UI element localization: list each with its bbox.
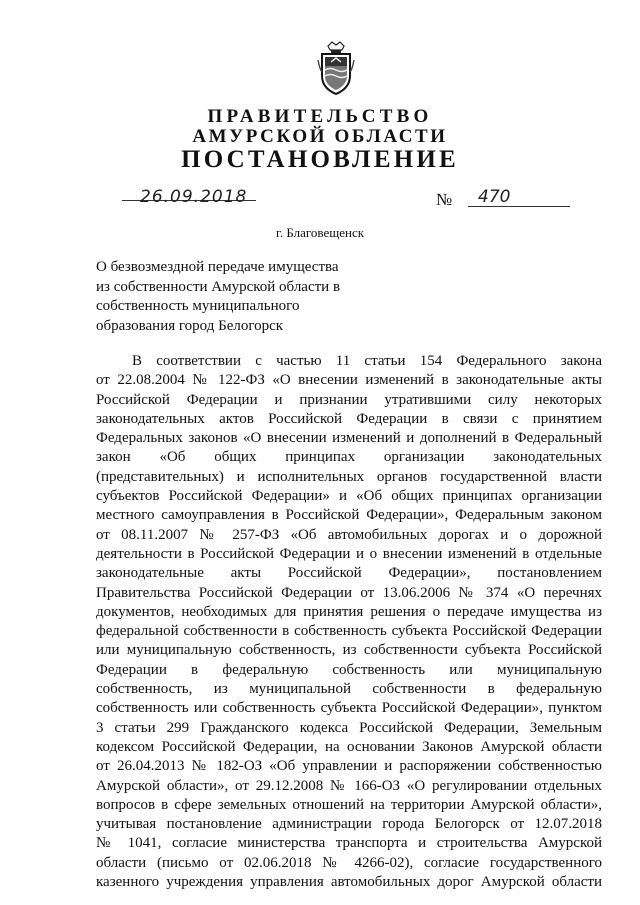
government-title: ПРАВИТЕЛЬСТВО [207, 106, 433, 127]
body-line: Федерации в федеральную собственность или муниципальную [96, 661, 602, 678]
body-line: субъектов Российской Федерации» и «Об общих принципах организации [96, 488, 602, 505]
body-line: законодательных актов Российской Федерации в связи с принятием [96, 410, 602, 427]
region-title: АМУРСКОЙ ОБЛАСТИ [192, 126, 448, 147]
city: г. Благовещенск [275, 225, 365, 240]
body-line: области (письмо от 02.06.2018 № 4266-02), согласие государственного [96, 854, 602, 871]
body-line: Правительства Российской Федерации от 13.06.2006 № 374 «О перечнях [96, 584, 602, 601]
document-date: 26.09.2018 [140, 187, 248, 207]
body-line: местного самоуправления в Российской Федерации», Федеральным законом [96, 507, 602, 524]
subject-line: собственность муниципального [96, 298, 300, 314]
subject-line: О безвозмездной передаче имущества [96, 259, 339, 275]
coat-of-arms-icon [316, 40, 356, 96]
body-line: кодексом Российской Федерации, на основании Законов Амурской области [96, 738, 602, 755]
document-body [96, 352, 602, 892]
body-line: законодательные акты Российской Федерации», постановлением [96, 565, 602, 582]
body-line: от 26.04.2013 № 182-ОЗ «Об управлении и распоряжении собственностью [96, 758, 602, 775]
body-line: (представительных) и исполнительных органов государственной власти [96, 468, 602, 485]
document-subject [96, 258, 376, 336]
body-line: собственность или собственность субъекта Российской Федерации», пунктом [96, 700, 602, 717]
body-line: казенного учреждения управления автомобильных дорог Амурской области [96, 874, 602, 891]
document-number: 470 [478, 187, 511, 207]
subject-line: образования город Белогорск [96, 317, 284, 334]
body-line: Российской Федерации и признании утратившими силу некоторых [96, 391, 602, 408]
number-sign: № [436, 190, 453, 209]
body-line: собственность, из муниципальной собственности в федеральную [96, 681, 602, 698]
body-line: вопросов в сфере земельных отношений на территории Амурской области», [96, 796, 602, 813]
body-line: Федеральных законов «О внесении изменений и дополнений в Федеральный [96, 430, 602, 447]
body-line: учитывая постановление администрации города Белогорск от 12.07.2018 [96, 816, 602, 833]
body-line: от 08.11.2007 № 257-ФЗ «Об автомобильных дорогах и о дорожной [96, 526, 602, 543]
body-line: Амурской области», от 29.12.2008 № 166-ОЗ «О регулировании отдельных [96, 777, 602, 794]
body-line: документов, необходимых для принятия решения о передаче имущества из [96, 603, 602, 620]
body-line: № 1041, согласие министерства транспорта и строительства Амурской [96, 835, 602, 852]
body-line: В соответствии с частью 11 статьи 154 Федерального закона [132, 353, 602, 369]
body-line: 3 статьи 299 Гражданского кодекса Российской Федерации, Земельным [96, 719, 602, 736]
body-line: или муниципальную собственность, из собственности субъекта Российской [96, 642, 602, 659]
subject-line: из собственности Амурской области в [96, 278, 341, 295]
body-line: от 22.08.2004 № 122-ФЗ «О внесении изменений в законодательные акты [96, 372, 602, 389]
body-line: закон «Об общих принципах организации законодательных [96, 449, 602, 466]
body-line: деятельности в Российской Федерации и о внесении изменений в отдельные [96, 545, 602, 562]
document-type: ПОСТАНОВЛЕНИЕ [181, 146, 459, 173]
body-line: федеральной собственности в собственность субъекта Российской Федерации [96, 623, 602, 640]
